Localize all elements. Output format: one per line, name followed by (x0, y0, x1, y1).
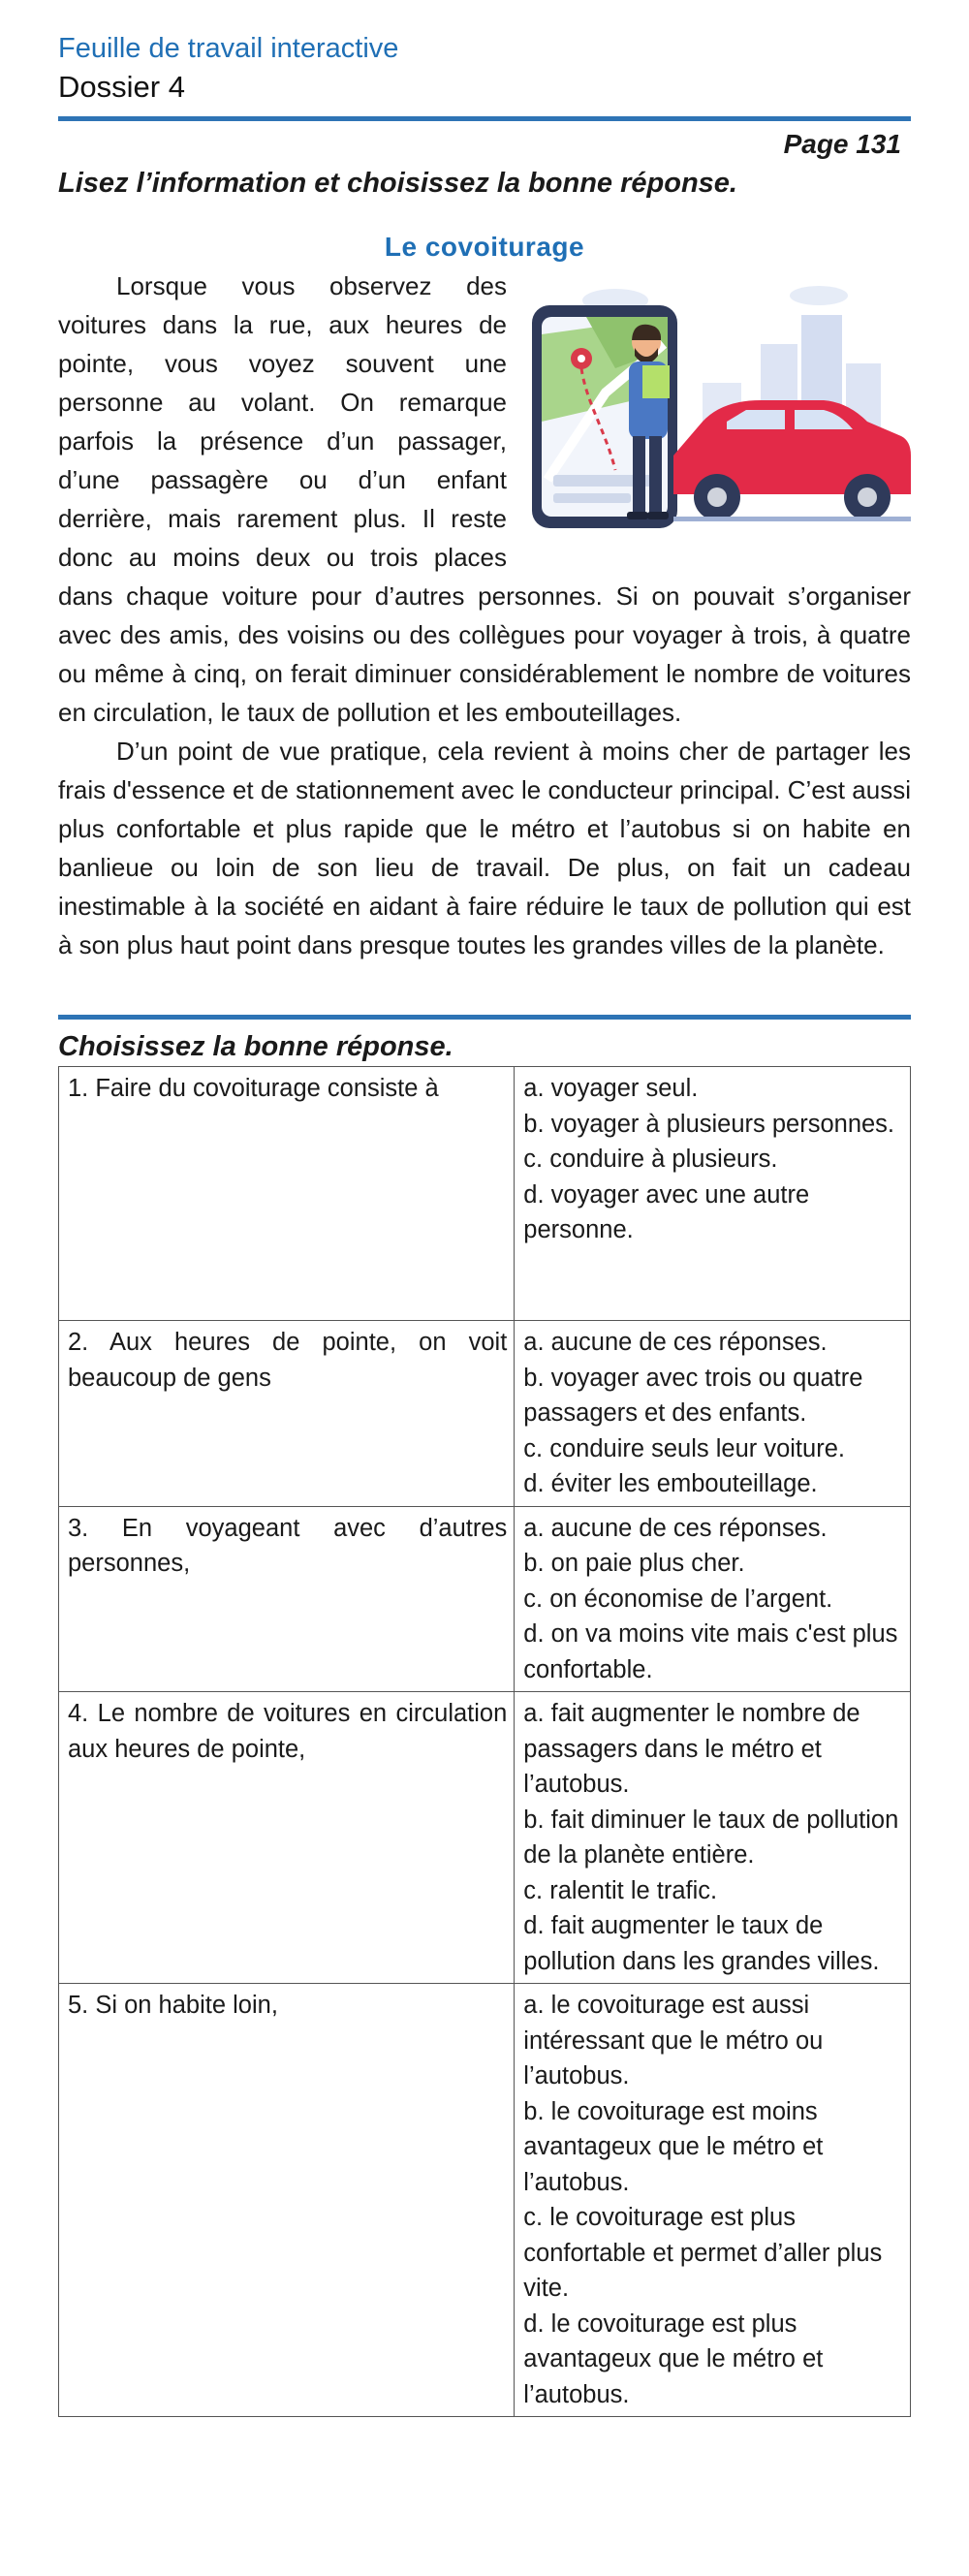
answer-option[interactable]: d. on va moins vite mais c'est plus confortable. (523, 1620, 898, 1683)
brand-title: Feuille de travail interactive (58, 33, 399, 64)
answer-option[interactable]: c. conduire à plusieurs. (523, 1146, 778, 1173)
page-number: Page 131 (783, 129, 901, 159)
instruction: Lisez l’information et choisissez la bonne réponse. (58, 168, 737, 199)
answer-option[interactable]: c. conduire seuls leur voiture. (523, 1434, 845, 1462)
answer-option[interactable]: d. fait augmenter le taux de pollution dans les grandes villes. (523, 1912, 880, 1975)
question-cell: 4. Le nombre de voitures en circulation aux heures de pointe, (59, 1692, 515, 1984)
answer-option[interactable]: b. le covoiturage est moins avantageux que le métro et l’autobus. (523, 2097, 824, 2196)
answer-option[interactable]: d. éviter les embouteillage. (523, 1470, 818, 1497)
answer-option[interactable]: a. fait augmenter le nombre de passagers dans le métro et l’autobus. (523, 1700, 860, 1798)
answer-option[interactable]: c. on économise de l’argent. (523, 1585, 833, 1613)
section-divider (58, 1015, 911, 1020)
answer-option[interactable]: a. le covoiturage est aussi intéressant que le métro ou l’autobus. (523, 1992, 824, 2089)
answer-option[interactable]: b. fait diminuer le taux de pollution de la planète entière. (523, 1806, 899, 1869)
answer-option[interactable]: d. voyager avec une autre personne. (523, 1180, 810, 1243)
table-row (59, 1321, 911, 1507)
options-cell (515, 1067, 911, 1321)
answer-option[interactable]: b. voyager à plusieurs personnes. (523, 1110, 895, 1138)
reading-text (58, 267, 911, 964)
reading-paragraph: D’un point de vue pratique, cela revient à moins cher de partager les frais d'essence et de stationnement avec le conducteur principal. C’est aussi plus confortable et plus rapide que le métro et l’autobus si on habite en banlieue ou loin de son lieu de travail. De plus, on fait un cadeau inestimable à la société en aidant à faire réduire le taux de pollution qui est à son plus haut point dans presque toutes les grandes villes de la planète. (58, 737, 911, 959)
question-cell: 2. Aux heures de pointe, on voit beaucoup de gens (59, 1321, 515, 1507)
answer-option[interactable]: b. on paie plus cher. (523, 1550, 745, 1577)
table-row (59, 1067, 911, 1321)
reading-paragraph: Lorsque vous observez des voitures dans la rue, aux heures de pointe, vous voyez souvent une personne au volant. On remarque parfois la présence d’un passager, d’une passagère ou d’un enfant derrière, mais rarement plus. Il reste donc au moins deux ou trois places dans chaque voiture pour d’autres personnes. Si on pouvait s’organiser avec des amis, des voisins ou des collègues pour voyager à trois, à quatre ou même à cinq, on ferait diminuer considérablement le nombre de voitures en circulation, le taux de pollution et les embouteillages. (58, 271, 911, 727)
answer-option[interactable]: a. aucune de ces réponses. (523, 1329, 828, 1356)
options-cell (515, 1984, 911, 2417)
options-cell (515, 1506, 911, 1692)
answer-option[interactable]: a. voyager seul. (523, 1075, 699, 1102)
question-cell: 3. En voyageant avec d’autres personnes, (59, 1506, 515, 1692)
table-row (59, 1692, 911, 1984)
options-cell (515, 1321, 911, 1507)
options-cell (515, 1692, 911, 1984)
quiz-heading: Choisissez la bonne réponse. (58, 1031, 453, 1062)
answer-option[interactable]: d. le covoiturage est plus avantageux que le métro et l’autobus. (523, 2309, 824, 2408)
dossier-label: Dossier 4 (58, 70, 185, 104)
answer-option[interactable]: c. le covoiturage est plus confortable et permet d’aller plus vite. (523, 2204, 883, 2302)
table-row (59, 1506, 911, 1692)
question-cell: 1. Faire du covoiturage consiste à (59, 1067, 515, 1321)
carpool-illustration (528, 276, 911, 538)
reading-title: Le covoiturage (384, 232, 585, 262)
answer-option[interactable]: c. ralentit le trafic. (523, 1876, 718, 1904)
header-divider (58, 116, 911, 121)
answer-option[interactable]: a. aucune de ces réponses. (523, 1514, 828, 1542)
question-cell: 5. Si on habite loin, (59, 1984, 515, 2417)
answer-option[interactable]: b. voyager avec trois ou quatre passagers et des enfants. (523, 1364, 863, 1427)
table-row (59, 1984, 911, 2417)
worksheet-page (58, 29, 911, 2417)
quiz-table (58, 1066, 911, 2417)
